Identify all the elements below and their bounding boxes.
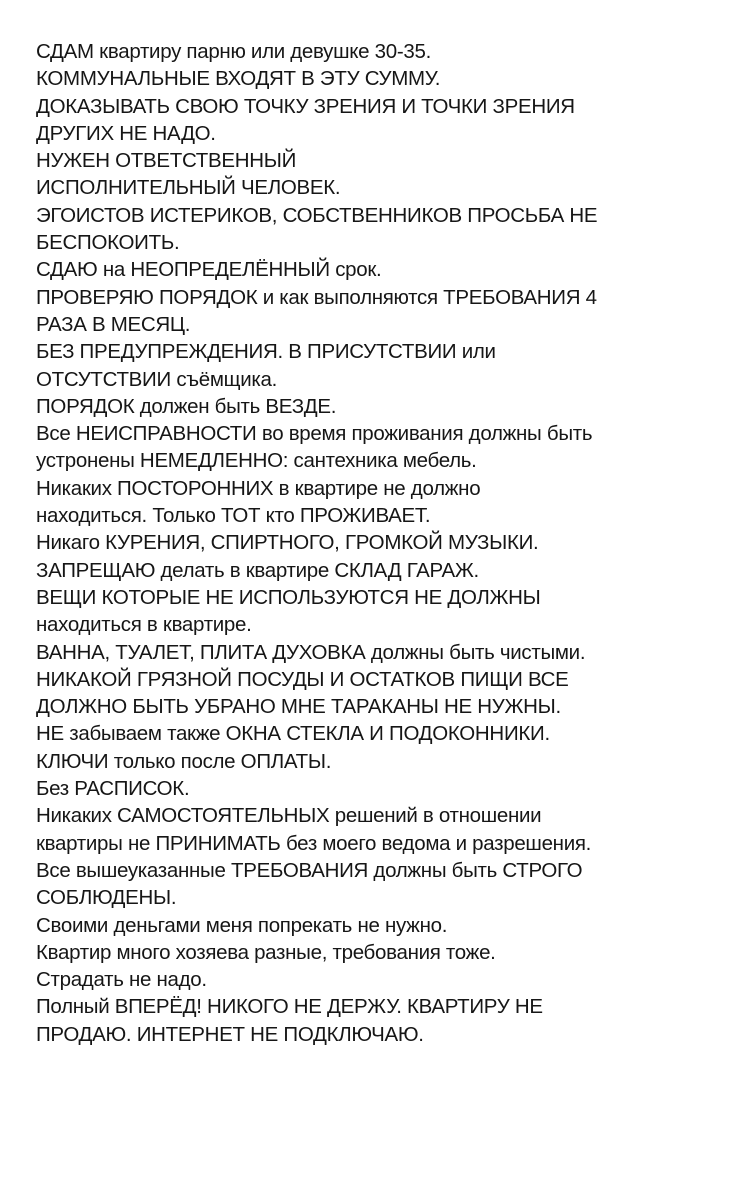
text-line: НЕ забываем также ОКНА СТЕКЛА И ПОДОКОННИКИ. (36, 722, 550, 746)
text-line: ЗАПРЕЩАЮ делать в квартире СКЛАД ГАРАЖ. (36, 558, 479, 582)
text-line: устронены НЕМЕДЛЕННО: сантехника мебель. (36, 449, 477, 473)
text-line: СДАМ квартиру парню или девушке 30-35. (36, 40, 431, 63)
text-line: квартиры не ПРИНИМАТЬ без моего ведома и разрешения. (36, 831, 592, 855)
text-line: БЕЗ ПРЕДУПРЕЖДЕНИЯ. В ПРИСУТСТВИИ или (36, 340, 496, 364)
text-line: Полный ВПЕРЁД! НИКОГО НЕ ДЕРЖУ. КВАРТИРУ НЕ (36, 995, 543, 1019)
text-line: КОММУНАЛЬНЫЕ ВХОДЯТ В ЭТУ СУММУ. (36, 67, 441, 91)
text-line: Все вышеуказанные ТРЕБОВАНИЯ должны быть СТРОГО (36, 858, 583, 882)
text-line: Никаго КУРЕНИЯ, СПИРТНОГО, ГРОМКОЙ МУЗЫКИ. (36, 531, 539, 555)
text-line: ОТСУТСТВИИ съёмщика. (36, 367, 278, 391)
rental-notice-text (36, 38, 726, 1048)
text-line: находиться в квартире. (36, 613, 252, 637)
text-line: ДОКАЗЫВАТЬ СВОЮ ТОЧКУ ЗРЕНИЯ И ТОЧКИ ЗРЕНИЯ (36, 94, 575, 118)
text-line: ПРОДАЮ. ИНТЕРНЕТ НЕ ПОДКЛЮЧАЮ. (36, 1022, 424, 1046)
text-line: ПРОВЕРЯЮ ПОРЯДОК и как выполняются ТРЕБОВАНИЯ 4 (36, 285, 597, 309)
text-line: находиться. Только ТОТ кто ПРОЖИВАЕТ. (36, 504, 431, 528)
text-line: Никаких САМОСТОЯТЕЛЬНЫХ решений в отношении (36, 804, 542, 828)
text-line: Все НЕИСПРАВНОСТИ во время проживания должны быть (36, 422, 593, 446)
text-line: СДАЮ на НЕОПРЕДЕЛЁННЫЙ срок. (36, 258, 382, 282)
text-line: Квартир много хозяева разные, требования тоже. (36, 940, 496, 964)
text-line: РАЗА В МЕСЯЦ. (36, 312, 191, 336)
text-line: Без РАСПИСОК. (36, 777, 190, 801)
text-line: Никаких ПОСТОРОННИХ в квартире не должно (36, 476, 481, 500)
text-line: ДОЛЖНО БЫТЬ УБРАНО МНЕ ТАРАКАНЫ НЕ НУЖНЫ. (36, 695, 561, 719)
text-line: ВЕЩИ КОТОРЫЕ НЕ ИСПОЛЬЗУЮТСЯ НЕ ДОЛЖНЫ (36, 585, 541, 609)
text-line: Своими деньгами меня попрекать не нужно. (36, 913, 448, 937)
text-line: НИКАКОЙ ГРЯЗНОЙ ПОСУДЫ И ОСТАТКОВ ПИЩИ ВСЕ (36, 667, 569, 691)
text-line: СОБЛЮДЕНЫ. (36, 886, 177, 910)
text-line: ДРУГИХ НЕ НАДО. (36, 121, 216, 145)
text-line: ПОРЯДОК должен быть ВЕЗДЕ. (36, 394, 337, 418)
text-line: ИСПОЛНИТЕЛЬНЫЙ ЧЕЛОВЕК. (36, 176, 341, 200)
text-line: Страдать не надо. (36, 968, 207, 992)
text-line: ЭГОИСТОВ ИСТЕРИКОВ, СОБСТВЕННИКОВ ПРОСЬБА НЕ (36, 203, 598, 227)
text-line: ВАННА, ТУАЛЕТ, ПЛИТА ДУХОВКА должны быть чистыми. (36, 640, 586, 664)
text-line: КЛЮЧИ только после ОПЛАТЫ. (36, 749, 332, 773)
text-line: БЕСПОКОИТЬ. (36, 231, 180, 255)
text-line: НУЖЕН ОТВЕТСТВЕННЫЙ (36, 149, 297, 173)
